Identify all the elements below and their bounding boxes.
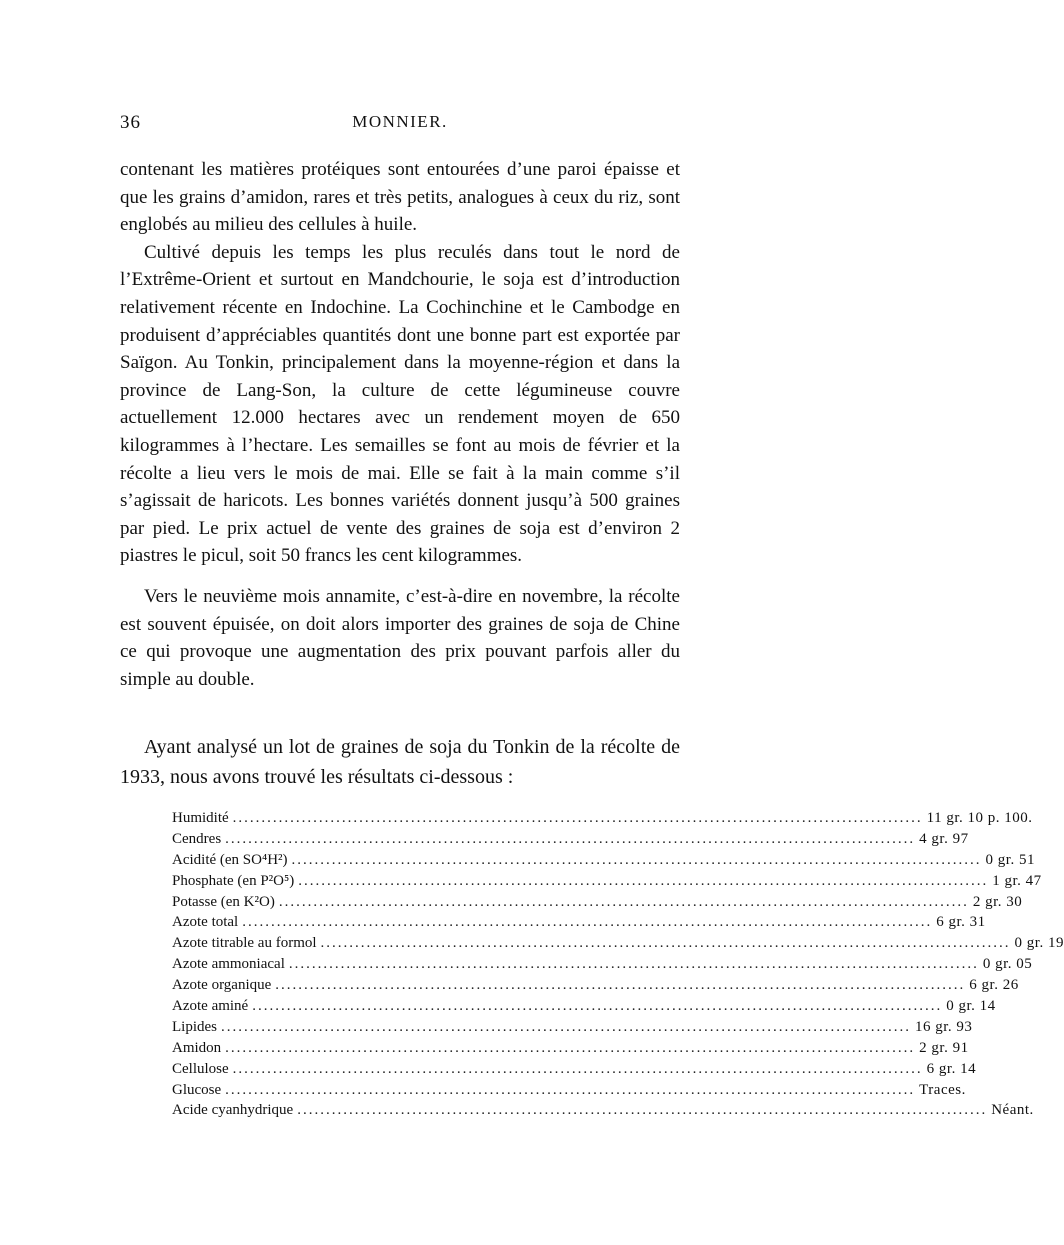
result-name: Phosphate (en P²O⁵) [172,872,295,889]
page-header [120,112,680,142]
dot-leader: ........................................................................................................................ [320,935,1011,952]
result-value: 1 gr. 47 [992,872,1042,889]
dot-leader: ........................................................................................................................ [232,1060,923,1077]
dot-leader: ........................................................................................................................ [221,1018,911,1035]
result-row [172,893,1023,915]
result-name: Potasse (en K²O) [172,893,275,910]
dot-leader: ........................................................................................................................ [252,998,943,1015]
result-name: Azote ammoniacal [172,956,285,973]
result-name: Azote titrable au formol [172,935,317,952]
result-value: 6 gr. 26 [969,977,1019,994]
result-row [172,977,1019,998]
result-name: Acide cyanhydrique [172,1102,294,1119]
paragraph: Ayant analysé un lot de graines de soja du Tonkin de la récolte de 1933, nous avons trouvé les résultats ci-dessous : [120,736,680,788]
dot-leader: ........................................................................................................................ [275,977,966,994]
result-value: 0 gr. 14 [946,998,996,1015]
result-row [172,1060,977,1082]
result-value: 6 gr. 14 [926,1060,977,1077]
result-row [172,851,1035,873]
result-name: Azote total [172,914,239,931]
result-value: 4 gr. 97 [919,830,969,847]
result-name: Azote aminé [172,998,249,1015]
result-value: 11 gr. 10 p. 100. [926,810,1033,826]
results-table [172,810,1064,1123]
result-name: Glucose [172,1081,222,1098]
result-row [172,1081,966,1103]
result-value: Néant. [991,1102,1034,1119]
result-name: Cendres [172,830,222,847]
result-row [172,935,1064,956]
result-value: 2 gr. 30 [972,893,1023,910]
result-value: 0 gr. 51 [985,851,1035,868]
result-name: Amidon [172,1039,222,1056]
result-name: Azote organique [172,977,272,994]
page-number: 36 [120,112,141,133]
dot-leader: ........................................................................................................................ [278,893,969,910]
dot-leader: ........................................................................................................................ [225,1081,916,1098]
dot-leader: ........................................................................................................................ [232,810,923,826]
paragraph: Vers le neuvième mois annamite, c’est-à-dire en novembre, la récolte est souvent épuisée, on doit alors importer des graines de soja de Chine ce qui provoque une augmentation des prix pouvant parfois aller du simple au double. [120,585,680,690]
result-row [172,872,1042,894]
dot-leader: ........................................................................................................................ [242,914,933,931]
body-text [120,156,680,693]
result-row [172,914,986,935]
result-row [172,1018,973,1040]
result-value: 0 gr. 19 [1014,935,1064,952]
result-row [172,1039,969,1061]
dot-leader: ........................................................................................................................ [298,872,989,889]
result-name: Lipides [172,1018,217,1035]
dot-leader: ........................................................................................................................ [225,830,916,847]
result-value: Traces. [919,1081,966,1098]
result-value: 2 gr. 91 [919,1039,969,1056]
result-row [172,830,969,852]
result-value: 0 gr. 05 [982,956,1033,973]
dot-leader: ........................................................................................................................ [288,956,979,973]
result-row [172,956,1033,977]
dot-leader: ........................................................................................................................ [225,1039,916,1056]
result-name: Cellulose [172,1060,229,1077]
dot-leader: ........................................................................................................................ [291,851,982,868]
result-value: 16 gr. 93 [915,1018,973,1035]
result-value: 6 gr. 31 [936,914,986,931]
result-name: Acidité (en SO⁴H²) [172,851,288,868]
dot-leader: ........................................................................................................................ [297,1102,988,1119]
paragraph: Cultivé depuis les temps les plus reculés dans tout le nord de l’Extrême-Orient et surtout en Mandchourie, le soja est d’introduction relativement récente en Indochine. La Cochinchine et le Cambodge en produisent d’appréciables quantités dont une bonne part est exportée par Saïgon. Au Tonkin, principalement dans la moyenne-région et dans la province de Lang-Son, la culture de cette légumineuse couvre actuellement 12.000 hectares avec un rendement moyen de 650 kilogrammes à l’hectare. Les semailles se font au mois de février et la récolte a lieu vers le mois de mai. Elle se fait à la main comme s’il s’agissait de haricots. Les bonnes variétés donnent jusqu’à 500 graines par pied. Le prix actuel de vente des graines de soja est d’environ 2 piastres le picul, soit 50 francs les cent kilogrammes. [120,241,680,567]
result-row [172,998,996,1019]
result-row [172,810,1033,831]
paragraph: contenant les matières protéiques sont entourées d’une paroi épaisse et que les grains d’amidon, rares et très petits, analogues à ceux du riz, sont englobés au milieu des cellules à huile. [120,159,680,236]
result-row [172,1102,1034,1123]
result-name: Humidité [172,810,229,826]
running-head: MONNIER. [352,112,448,131]
